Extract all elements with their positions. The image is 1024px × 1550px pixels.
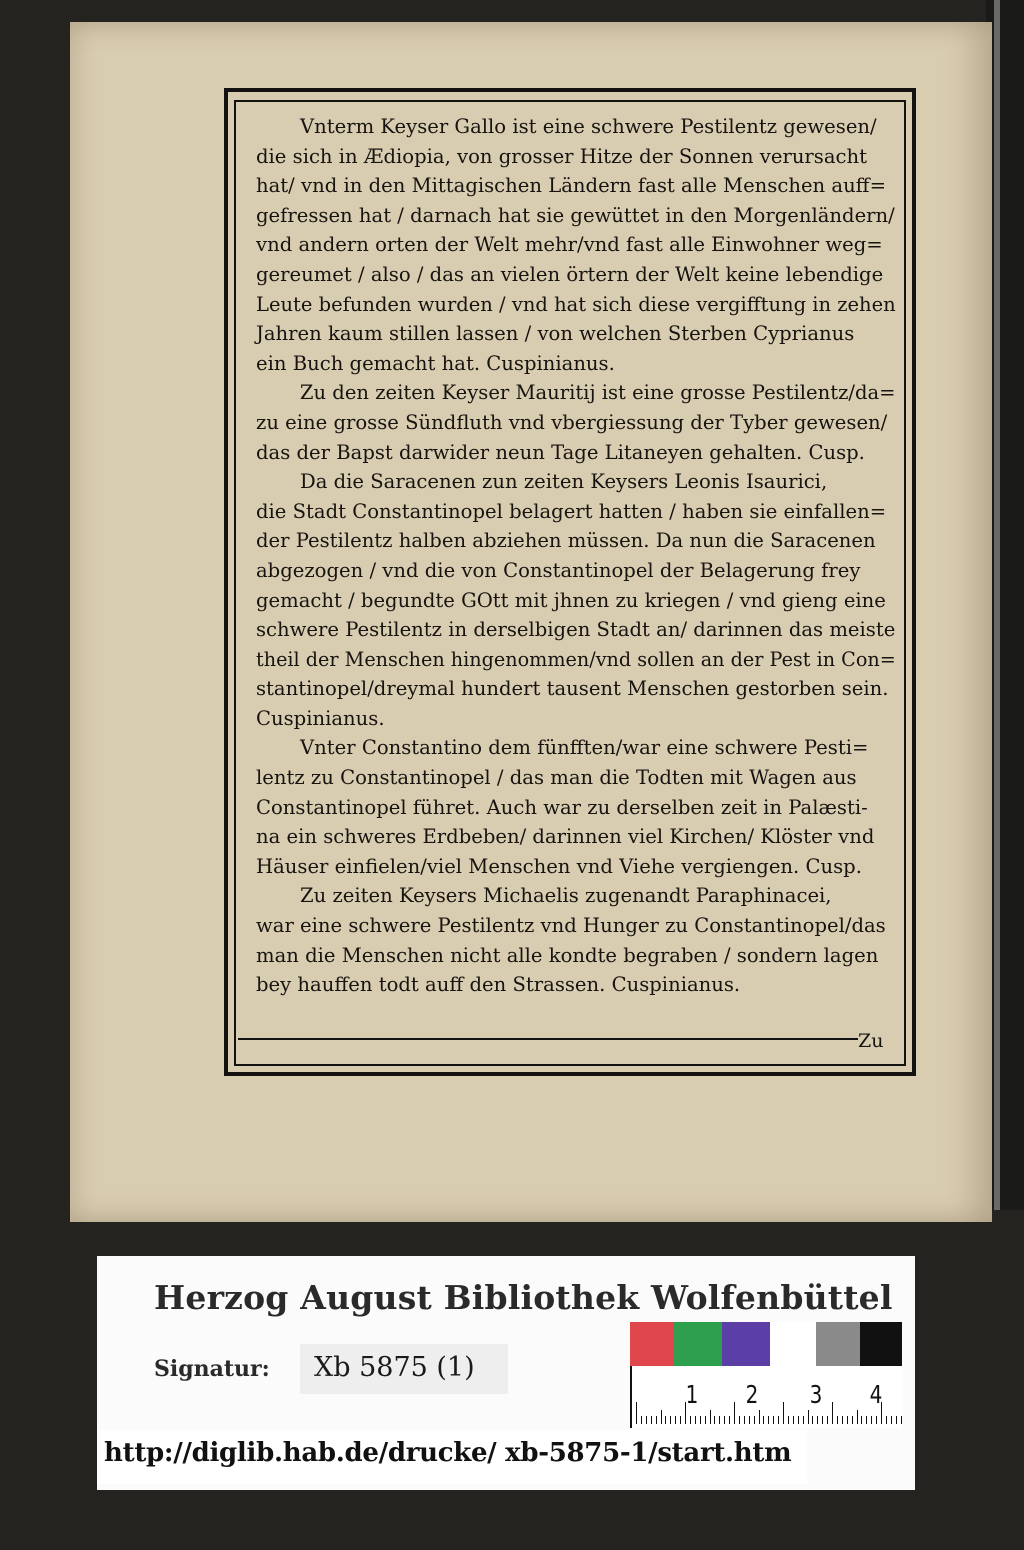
text-line: Vnterm Keyser Gallo ist eine schwere Pestilentz gewesen/ <box>300 115 877 138</box>
color-swatch <box>674 1322 722 1366</box>
ruler-tick <box>817 1416 818 1424</box>
library-title: Herzog August Bibliothek Wolfenbüttel <box>154 1278 893 1317</box>
ruler-tick <box>636 1402 637 1424</box>
color-swatch <box>722 1322 770 1366</box>
ruler-tick <box>842 1416 843 1424</box>
url-text: http://diglib.hab.de/drucke/ xb-5875-1/start.htm <box>104 1438 792 1468</box>
page-text <box>256 112 896 1000</box>
ruler-tick <box>714 1416 715 1424</box>
ruler-tick <box>670 1416 671 1424</box>
text-line: die sich in Ædiopia, von grosser Hitze der Sonnen verursacht <box>256 144 868 168</box>
ruler-tick <box>759 1410 760 1424</box>
text-line: bey hauffen todt auff den Strassen. Cuspinianus. <box>256 973 741 997</box>
ruler-tick <box>886 1416 887 1424</box>
color-calibration-bar <box>630 1322 902 1366</box>
ruler-tick <box>646 1416 647 1424</box>
ruler-number: 2 <box>745 1380 759 1409</box>
ruler-tick <box>798 1416 799 1424</box>
text-line: gemacht / begundte GOtt mit jhnen zu kriegen / vnd gieng eine <box>256 588 886 612</box>
text-line: gereumet / also / das an vielen örtern der Welt keine lebendige <box>256 262 884 286</box>
ruler-tick <box>847 1416 848 1424</box>
ruler-tick <box>901 1416 902 1424</box>
paragraph <box>256 112 896 378</box>
ruler-tick <box>803 1416 804 1424</box>
ruler-tick <box>724 1416 725 1424</box>
text-line: man die Menschen nicht alle kondte begraben / sondern lagen <box>256 943 879 967</box>
ruler-tick <box>793 1416 794 1424</box>
text-line: Häuser einfielen/viel Menschen vnd Viehe vergiengen. Cusp. <box>256 854 862 878</box>
ruler-tick <box>837 1416 838 1424</box>
ruler-tick <box>857 1410 858 1424</box>
ruler-tick <box>656 1416 657 1424</box>
text-line: schwere Pestilentz in derselbigen Stadt an/ darinnen das meiste <box>256 618 896 642</box>
ruler-tick <box>700 1416 701 1424</box>
text-line: hat/ vnd in den Mittagischen Ländern fast alle Menschen auff= <box>256 174 887 198</box>
paragraph <box>256 881 896 999</box>
text-line: die Stadt Constantinopel belagert hatten / haben sie einfallen= <box>256 499 887 523</box>
ruler-tick <box>812 1416 813 1424</box>
text-line: Da die Saracenen zun zeiten Keysers Leonis Isaurici, <box>300 470 828 494</box>
ruler-tick <box>754 1416 755 1424</box>
ruler-tick <box>641 1416 642 1424</box>
text-line: das der Bapst darwider neun Tage Litaneyen gehalten. Cusp. <box>256 440 865 464</box>
text-line: stantinopel/dreymal hundert tausent Menschen gestorben sein. <box>256 677 889 701</box>
text-line: Constantinopel führet. Auch war zu derselben zeit in Palæsti- <box>256 795 868 819</box>
text-line: vnd andern orten der Welt mehr/vnd fast alle Einwohner weg= <box>256 233 883 257</box>
ruler-tick <box>773 1416 774 1424</box>
ruler-tick <box>705 1416 706 1424</box>
text-line: Jahren kaum stillen lassen / von welchen Sterben Cyprianus <box>256 322 855 346</box>
color-swatch <box>860 1322 902 1366</box>
paragraph <box>256 733 896 881</box>
ruler-tick <box>871 1416 872 1424</box>
ruler-tick <box>861 1416 862 1424</box>
ruler-number: 3 <box>809 1380 823 1409</box>
ruler-tick <box>827 1416 828 1424</box>
ruler-tick <box>680 1416 681 1424</box>
ruler-tick <box>744 1416 745 1424</box>
ruler-tick <box>749 1416 750 1424</box>
text-line: war eine schwere Pestilentz vnd Hunger zu Constantinopel/das <box>256 914 886 938</box>
ruler-tick <box>729 1416 730 1424</box>
color-swatch <box>816 1322 860 1366</box>
ruler-tick <box>695 1416 696 1424</box>
ruler-tick <box>675 1416 676 1424</box>
text-line: na ein schweres Erdbeben/ darinnen viel Kirchen/ Klöster vnd <box>256 825 875 849</box>
ruler-tick <box>896 1416 897 1424</box>
ruler-tick <box>763 1416 764 1424</box>
ruler-tick <box>852 1416 853 1424</box>
text-line: der Pestilentz halben abziehen müssen. Da nun die Saracenen <box>256 529 876 553</box>
paragraph <box>256 467 896 733</box>
ruler-tick <box>719 1416 720 1424</box>
ruler-tick <box>710 1410 711 1424</box>
ruler-tick <box>739 1416 740 1424</box>
catchword: Zu <box>858 1030 884 1052</box>
paragraph <box>256 378 896 467</box>
ruler-number: 4 <box>869 1380 883 1409</box>
text-line: theil der Menschen hingenommen/vnd sollen an der Pest in Con= <box>256 647 896 671</box>
ruler-tick <box>822 1416 823 1424</box>
ruler-tick <box>778 1416 779 1424</box>
ruler-tick <box>651 1416 652 1424</box>
bottom-rule <box>238 1038 858 1040</box>
ruler-tick <box>788 1416 789 1424</box>
ruler-tick <box>783 1402 784 1424</box>
ruler-tick <box>808 1410 809 1424</box>
signature-label: Signatur: <box>154 1356 270 1382</box>
ruler-tick <box>734 1402 735 1424</box>
color-swatch <box>770 1322 816 1366</box>
color-swatch <box>630 1322 674 1366</box>
text-line: lentz zu Constantinopel / das man die Todten mit Wagen aus <box>256 766 857 790</box>
text-line: Vnter Constantino dem fünfften/war eine schwere Pesti= <box>300 736 869 760</box>
scale-ruler <box>630 1366 902 1428</box>
ruler-number: 1 <box>685 1380 699 1409</box>
text-line: abgezogen / vnd die von Constantinopel der Belagerung frey <box>256 558 861 582</box>
ruler-tick <box>768 1416 769 1424</box>
ruler-tick <box>832 1402 833 1424</box>
ruler-tick <box>665 1416 666 1424</box>
text-line: Leute befunden wurden / vnd hat sich diese vergifftung in zehen <box>256 292 896 316</box>
text-line: gefressen hat / darnach hat sie gewüttet in den Morgenländern/ <box>256 203 895 227</box>
ruler-tick <box>661 1410 662 1424</box>
text-line: Zu zeiten Keysers Michaelis zugenandt Paraphinacei, <box>300 884 832 908</box>
ruler-tick <box>690 1416 691 1424</box>
text-line: Zu den zeiten Keyser Mauritij ist eine grosse Pestilentz/da= <box>299 381 896 405</box>
ruler-tick <box>891 1416 892 1424</box>
text-line: Cuspinianus. <box>256 706 385 730</box>
text-line: zu eine grosse Sündfluth vnd vbergiessung der Tyber gewesen/ <box>256 410 888 434</box>
text-line: ein Buch gemacht hat. Cuspinianus. <box>256 351 615 375</box>
ruler-tick <box>866 1416 867 1424</box>
signature-value: Xb 5875 (1) <box>314 1352 475 1383</box>
ruler-tick <box>876 1416 877 1424</box>
